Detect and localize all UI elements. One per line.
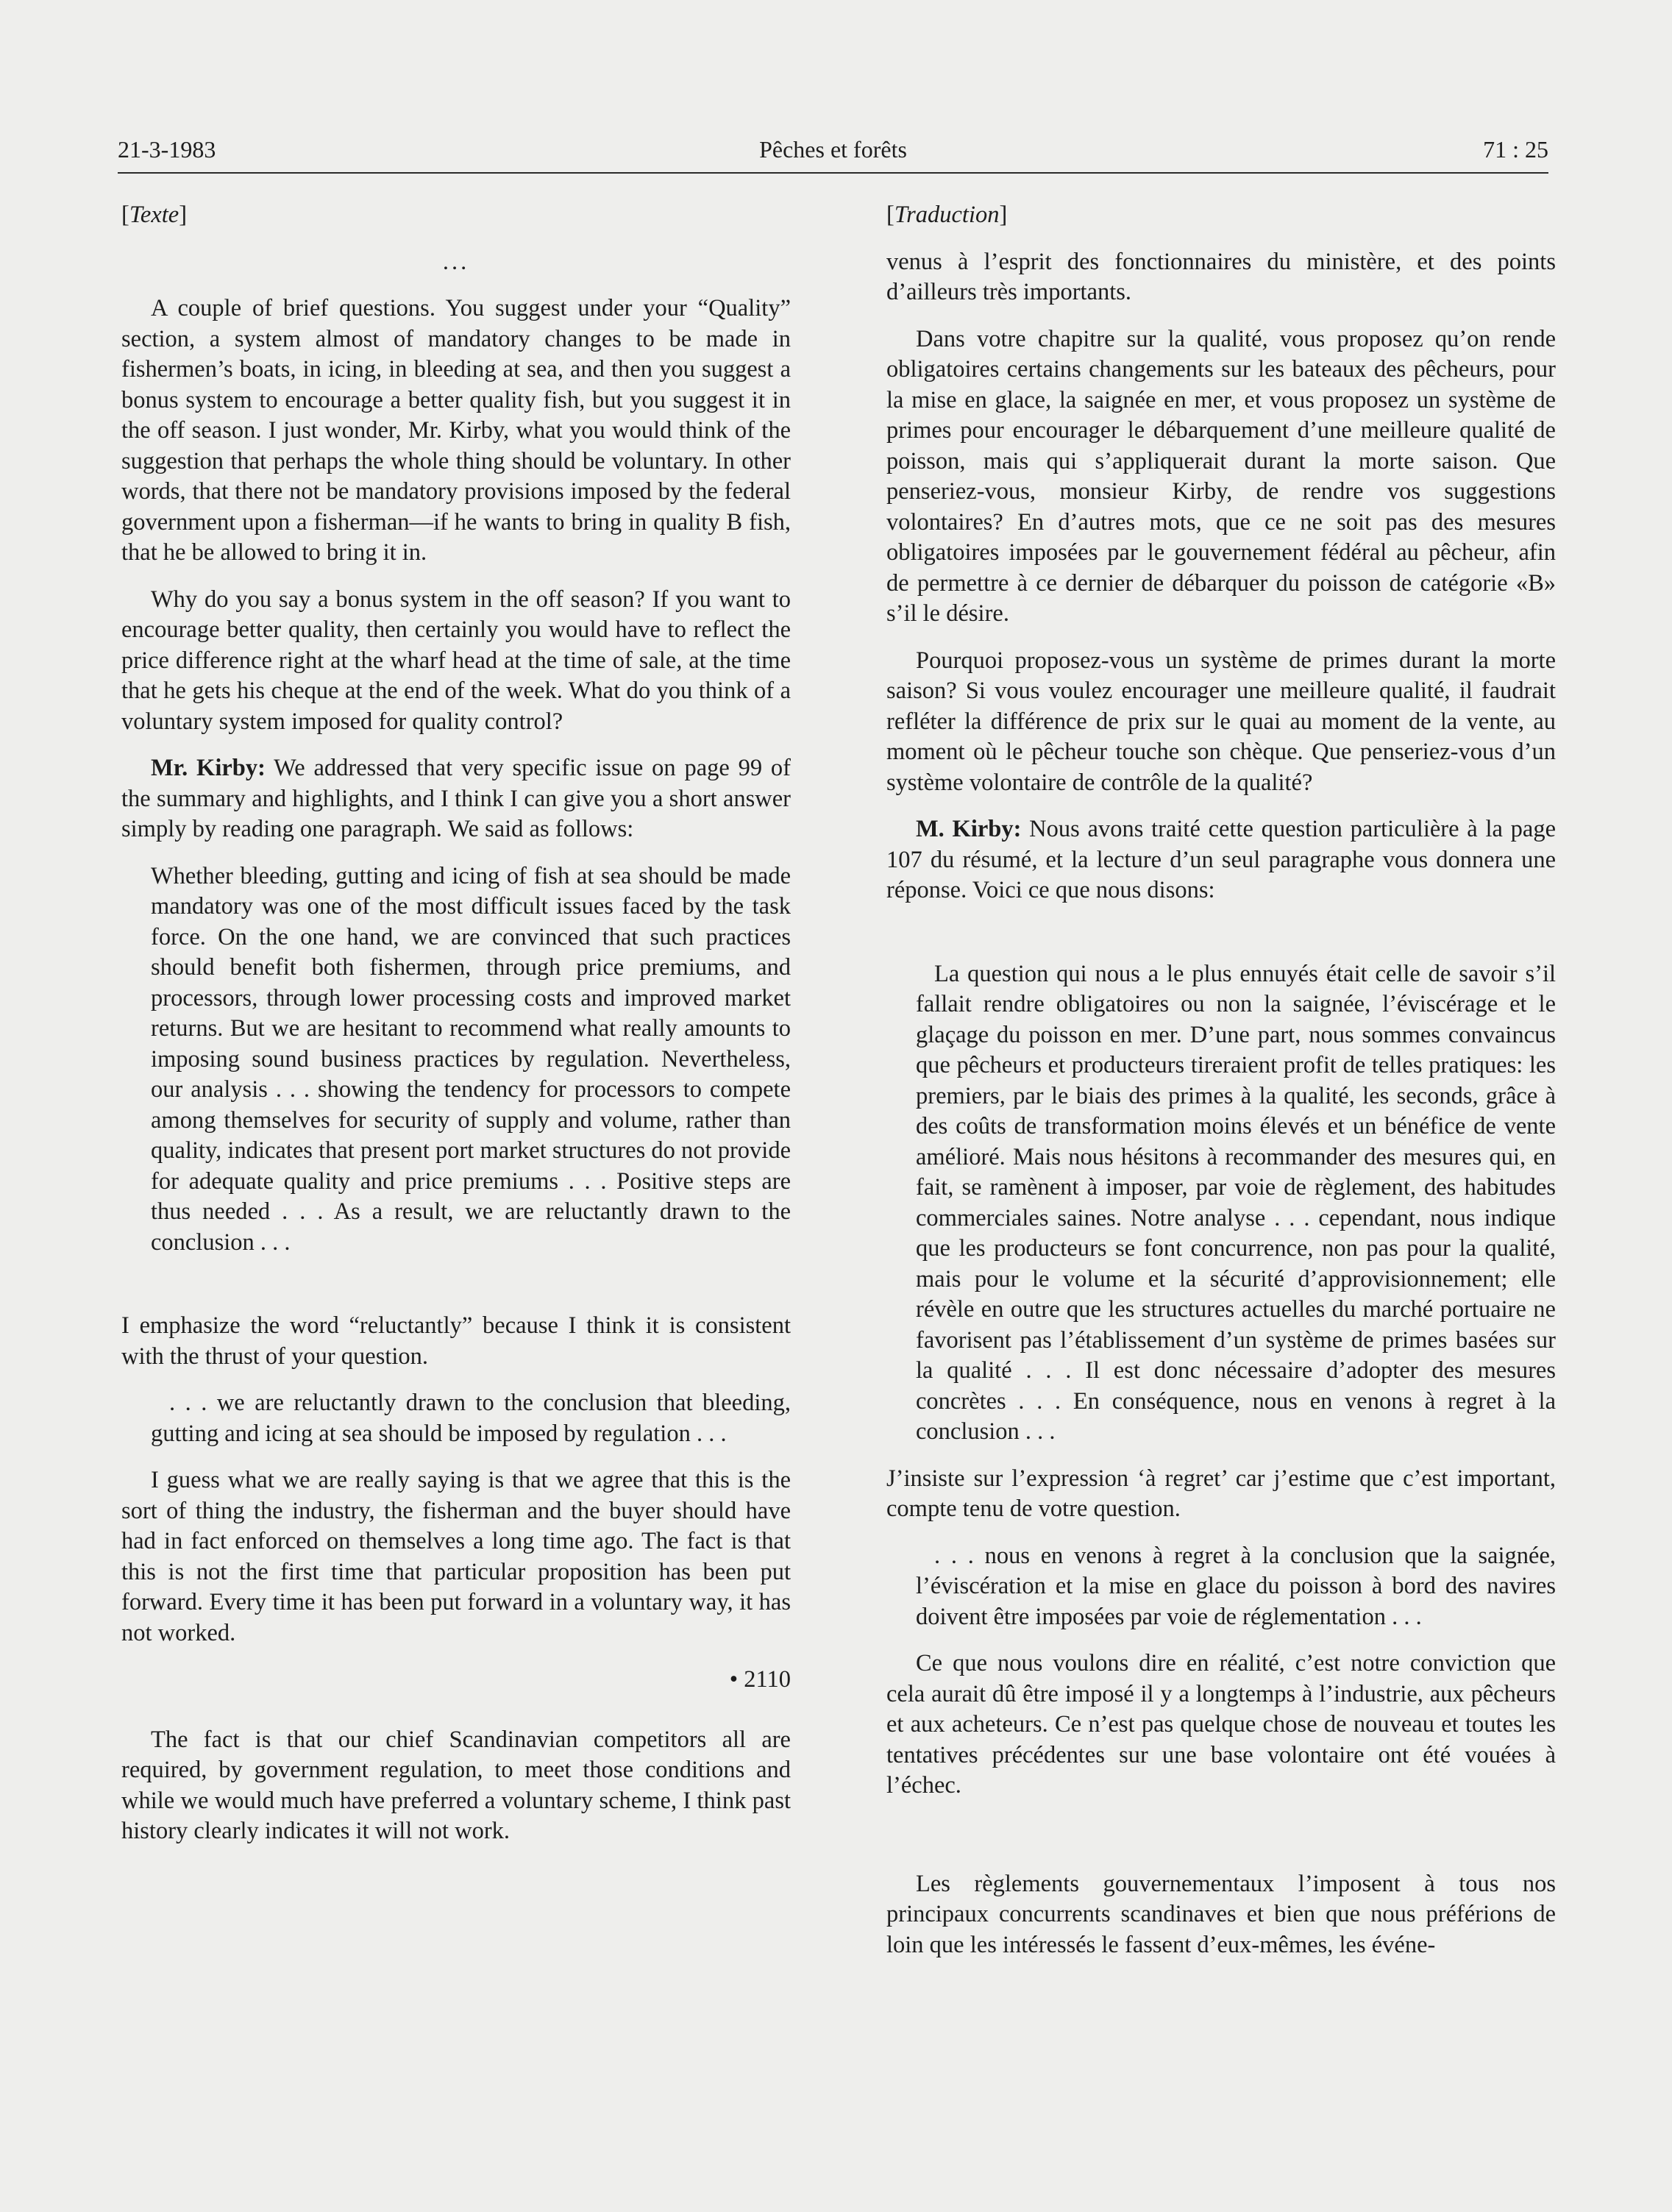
paragraph: Dans votre chapitre sur la qualité, vous proposez qu’on rende obligatoires certains changements sur les bateaux des pêcheurs, pour la mise en glace, la saignée en mer, et vous proposez un système de primes pour encourager le débarquement d’une meilleure qualité de poisson, mais qui s’appliquerait durant la morte saison. Que penseriez-vous, monsieur Kirby, de rendre vos suggestions volontaires? En d’autres mots, que ce ne soit pas des mesures obligatoires imposées par le gouvernement fédéral au pêcheur, afin de permettre à ce dernier de débarquer du poisson de catégorie «B» s’il le désire.	[886, 325, 1556, 627]
header-date: 21-3-1983	[118, 136, 216, 163]
paragraph	[886, 814, 1556, 906]
paragraph: Why do you say a bonus system in the off season? If you want to encourage better quality, then certainly you would have to reflect the price difference right at the wharf head at the time of sale, at the time that he gets his cheque at the end of the week. What do you think of a voluntary system imposed for quality control?	[121, 586, 791, 735]
speech-text: We addressed that very specific issue on page 99 of the summary and highlights, and I think I can give you a short answer simply by reading one paragraph. We said as follows:	[121, 755, 791, 842]
time-marker: • 2110	[729, 1666, 791, 1693]
paragraph: A couple of brief questions. You suggest under your “Quality” section, a system almost of mandatory changes to be made in fishermen’s boats, in icing, in bleeding at sea, and then you suggest a bonus system to encourage a better quality fish, but you suggest it in the off season. I just wonder, Mr. Kirby, what you would think of the suggestion that perhaps the whole thing should be voluntary. In other words, that there not be mandatory provisions imposed by the federal government upon a fisherman—if he wants to bring in quality B fish, that he be allowed to bring it in.	[121, 295, 791, 566]
speaker-name: Mr. Kirby:	[151, 755, 266, 781]
translation-label-word: Traduction	[894, 202, 1000, 228]
english-column	[121, 200, 791, 1863]
ellipsis-separator: ...	[442, 248, 470, 275]
page-header	[118, 131, 1548, 168]
paragraph: J’insiste sur l’expression ‘à regret’ car j’estime que c’est important, compte tenu de votre question.	[886, 1465, 1556, 1522]
french-column	[886, 200, 1556, 1977]
block-quote: Whether bleeding, gutting and icing of fish at sea should be made mandatory was one of the most difficult issues faced by the task force. On the one hand, we are convinced that such practices should benefit both fishermen, through price premiums, and processors, through lower processing costs and improved market returns. But we are hesitant to recommend what really amounts to imposing sound business practices by regulation. Nevertheless, our analysis . . . showing the tendency for processors to compete among themselves for security of supply and volume, rather than quality, indicates that present port market structures do not provide for adequate quality and price premiums . . . Positive steps are thus needed . . . As a result, we are reluctantly drawn to the conclusion . . .	[151, 862, 791, 1256]
paragraph: venus à l’esprit des fonctionnaires du ministère, et des points d’ailleurs très importants.	[886, 248, 1556, 305]
spacer	[886, 1818, 1556, 1869]
paragraph: I emphasize the word “reluctantly” because I think it is consistent with the thrust of your question.	[121, 1312, 791, 1370]
paragraph: Pourquoi proposez-vous un système de primes durant la morte saison? Si vous voulez encourager une meilleure qualité, il faudrait refléter la différence de prix sur le quai au moment de la vente, au moment où le pêcheur touche son chèque. Que penseriez-vous d’un système volontaire de contrôle de la qualité?	[886, 647, 1556, 796]
text-label-word: Texte	[129, 202, 179, 228]
header-page-number: 71 : 25	[1483, 136, 1548, 163]
block-quote: . . . we are reluctantly drawn to the conclusion that bleeding, gutting and icing at sea should be imposed by regulation . . .	[151, 1390, 791, 1447]
speech-text: Nous avons traité cette question particulière à la page 107 du résumé, et la lecture d’un seul paragraphe vous donnera une réponse. Voici ce que nous disons:	[886, 816, 1556, 903]
block-quote: . . . nous en venons à regret à la conclusion que la saignée, l’éviscération et la mise en glace du poisson à bord des navires doivent être imposées par voie de réglementation . . .	[916, 1542, 1556, 1630]
paragraph	[121, 753, 791, 845]
header-title: Pêches et forêts	[759, 136, 907, 163]
text-label: [Texte]	[121, 202, 188, 228]
spacer	[886, 922, 1556, 959]
translation-label: [Traduction]	[886, 202, 1008, 228]
header-rule	[118, 172, 1548, 174]
paragraph: I guess what we are really saying is that we agree that this is the sort of thing the industry, the fisherman and the buyer should have had in fact enforced on themselves a long time ago. The fact is that this is not the first time that particular proposition has been put forward. Every time it has been put forward in a voluntary way, it has not worked.	[121, 1467, 791, 1646]
speaker-name: M. Kirby:	[916, 816, 1022, 842]
spacer	[121, 1274, 791, 1311]
paragraph: Ce que nous voulons dire en réalité, c’est notre conviction que cela aurait dû être imposé il y a longtemps à l’industrie, aux pêcheurs et aux acheteurs. Ce n’est pas quelque chose de nouveau et toutes les tentatives précédentes sur une base volontaire ont été vouées à l’échec.	[886, 1650, 1556, 1799]
paragraph: Les règlements gouvernementaux l’imposent à tous nos principaux concurrents scandinaves et bien que nous préférions de loin que les intéressés le fassent d’eux-mêmes, les événe-	[886, 1870, 1556, 1958]
block-quote: La question qui nous a le plus ennuyés était celle de savoir s’il fallait rendre obligatoires ou non la saignée, l’éviscérage et le glaçage du poisson en mer. D’une part, nous sommes convaincus que pêcheurs et producteurs tireraient profit de telles pratiques: les premiers, par le biais des primes à la qualité, les seconds, grâce à des coûts de transformation moins élevés et un bénéfice de vente amélioré. Mais nous hésitons à recommander des mesures qui, en fait, se ramènent à imposer, par voie de règlement, des habitudes commerciales saines. Notre analyse . . . cependant, nous indique que les producteurs se font concurrence, non pas pour la qualité, mais pour le volume et la sécurité d’approvisionnement; elle révèle en outre que les structures actuelles du marché portuaire ne favorisent pas l’établissement d’un système de primes basées sur la qualité . . . Il est donc nécessaire d’adopter des mesures concrètes . . . En conséquence, nous en venons à regret à la conclusion . . .	[916, 960, 1556, 1445]
paragraph: The fact is that our chief Scandinavian competitors all are required, by government regulation, to meet those conditions and while we would much have preferred a voluntary scheme, I think past history clearly indicates it will not work.	[121, 1726, 791, 1844]
